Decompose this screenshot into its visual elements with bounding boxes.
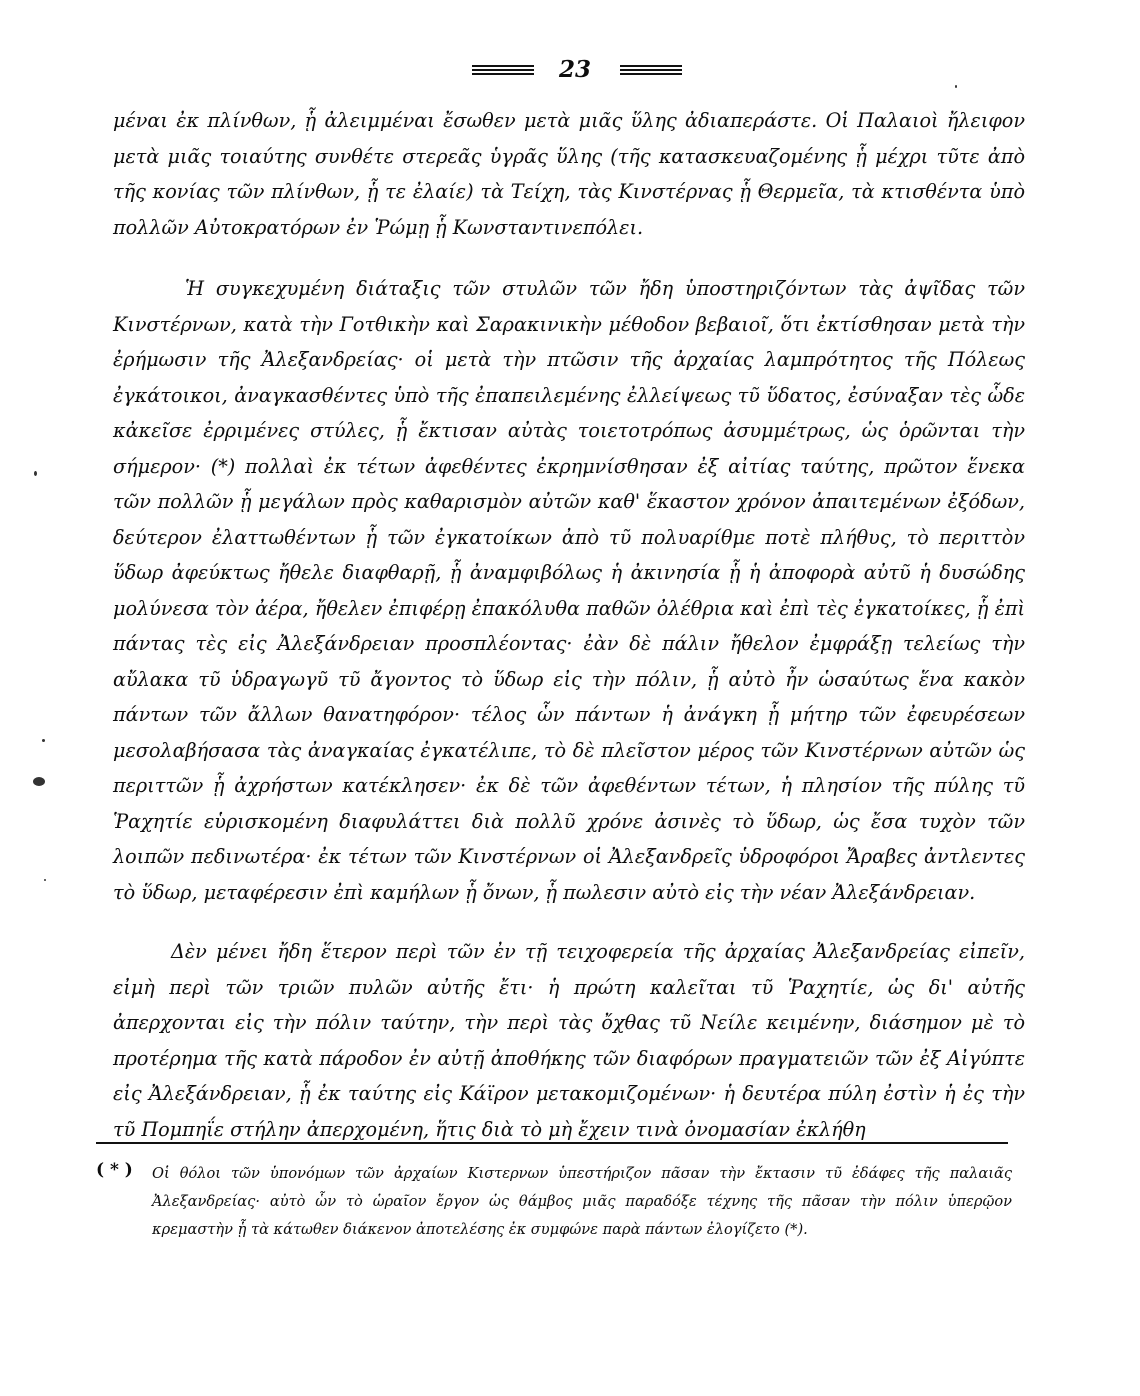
body-text: [113, 103, 1025, 1147]
page-number: 23: [558, 56, 591, 83]
paragraph-2: Ἡ συγκεχυμένη διάταξις τῶν στυλῶν τῶν ἤδη ὑποστηριζόντων τὰς ἀψῖδας τῶν Κινστέρνων, κατὰ τὴν Γοτθικὴν καὶ Σαρακινικὴν μέθοδον βεβαιοῖ, ὅτι ἐκτίσθησαν μετὰ τὴν ἐρήμωσιν τῆς Ἀλεξανδρείας· οἱ μετὰ τὴν πτῶσιν τῆς ἀρχαίας λαμπρότητος τῆς Πόλεως ἐγκάτοικοι, ἀναγκασθέντες ὑπὸ τῆς ἐπαπειλεμένης ἐλλείψεως τῦ ὕδατος, ἐσύναξαν τὲς ὧδε κἀκεῖσε ἐρριμένες στύλες, ᾗ ἔκτισαν αὐτὰς τοιετοτρόπως ἀσυμμέτρως, ὡς ὁρῶνται τὴν σήμερον· (*) πολλαὶ ἐκ τέτων ἀφεθέντες ἐκρημνίσθησαν ἐξ αἰτίας ταύτης, πρῶτον ἕνεκα τῶν πολλῶν ᾗ μεγάλων πρὸς καθαρισμὸν αὐτῶν καθ' ἕκαστον χρόνον ἀπαιτεμένων ἐξόδων, δεύτερον ἐλαττωθέντων ᾗ τῶν ἐγκατοίκων ἀπὸ τῦ πολυαρίθμε ποτὲ πλήθυς, τὸ περιττὸν ὕδωρ ἀφεύκτως ἤθελε διαφθαρῇ, ᾗ ἀναμφιβόλως ἡ ἀκινησία ᾗ ἡ ἀποφορὰ αὐτῦ ἡ δυσώδης μολύνεσα τὸν ἀέρα, ἤθελεν ἐπιφέρῃ ἐπακόλυθα παθῶν ὀλέθρια καὶ ἐπὶ τὲς ἐγκατοίκες, ᾗ ἐπὶ πάντας τὲς εἰς Ἀλεξάνδρειαν προσπλέοντας· ἐὰν δὲ πάλιν ἤθελον ἐμφράξῃ τελείως τὴν αὔλακα τῦ ὑδραγωγῦ τῦ ἄγοντος τὸ ὕδωρ εἰς τὴν πόλιν, ᾗ αὐτὸ ἦν ὡσαύτως ἕνα κακὸν πάντων τῶν ἄλλων θανατηφόρον· τέλος ὧν πάντων ἡ ἀνάγκη ᾗ μήτηρ τῶν ἐφευρέσεων μεσολαβήσασα τὰς ἀναγκαίας ἐγκατέλιπε, τὸ δὲ πλεῖστον μέρος τῶν Κινστέρνων αὐτῶν ὡς περιττῶν ᾗ ἀχρήστων κατέκλησεν· ἐκ δὲ τῶν ἀφεθέντων τέτων, ἡ πλησίον τῆς πύλης τῦ Ῥαχητίε εὑρισκομένη διαφυλάττει διὰ πολλῦ χρόνε ἀσινὲς τὸ ὕδωρ, ὡς ἔσα τυχὸν τῶν λοιπῶν πεδινωτέρα· ἐκ τέτων τῶν Κινστέρνων οἱ Ἀλεξανδρεῖς ὑδροφόροι Ἄραβες ἀντλεντες τὸ ὕδωρ, μεταφέρεσιν ἐπὶ καμήλων ᾗ ὄνων, ᾗ πωλεσιν αὐτὸ εἰς τὴν νέαν Ἀλεξάνδρειαν.: [113, 277, 1025, 904]
footnote-separator: [96, 1142, 1008, 1144]
ink-speck: [33, 777, 45, 786]
ink-speck: [44, 879, 46, 881]
ink-speck: [42, 739, 45, 742]
footnote-text: Οἱ θόλοι τῶν ὑπονόμων τῶν ἀρχαίων Κιστερνων ὑπεστήριζον πᾶσαν τὴν ἔκτασιν τῦ ἐδάφες τῆς παλαιᾶς Ἀλεξανδρείας· αὐτὸ ὧν τὸ ὡραῖον ἔργον ὡς θάμβος μιᾶς παραδόξε τέχνης τῆς πᾶσαν τὴν πόλιν ὑπερῷον κρεμαστὴν ᾗ τὰ κάτωθεν διάκενον ἀποτελέσης ἐκ συμφώνε παρὰ πάντων ἐλογίζετο (*).: [152, 1165, 1012, 1238]
header-rule-left: [472, 65, 534, 76]
paragraph-3: Δὲν μένει ἤδη ἕτερον περὶ τῶν ἐν τῇ τειχοφερεία τῆς ἀρχαίας Ἀλεξανδρείας εἰπεῖν, εἰμὴ περὶ τῶν τριῶν πυλῶν αὐτῆς ἔτι· ἡ πρώτη καλεῖται τῦ Ῥαχητίε, ὡς δι' αὐτῆς ἀπερχονται εἰς τὴν πόλιν ταύτην, τὴν περὶ τὰς ὄχθας τῦ Νείλε κειμένην, διάσημον μὲ τὸ προτέρημα τῆς κατὰ πάροδον ἐν αὐτῇ ἀποθήκης τῶν διαφόρων πραγματειῶν τῶν ἐξ Αἰγύπτε εἰς Ἀλεξάνδρειαν, ᾗ ἐκ ταύτης εἰς Κάϊρον μετακομιζομένων· ἡ δευτέρα πύλη ἐστὶν ἡ ἐς τὴν τῦ Πομπηΐε στήλην ἀπερχομένη, ἥτις διὰ τὸ μὴ ἔχειν τινὰ ὀνομασίαν ἐκλήθη: [113, 940, 1025, 1141]
paragraph-1: μέναι ἐκ πλίνθων, ᾗ ἀλειμμέναι ἔσωθεν μετὰ μιᾶς ὕλης ἀδιαπεράστε. Οἱ Παλαιοὶ ἤλειφον μετὰ μιᾶς τοιαύτης συνθέτε στερεᾶς ὑγρᾶς ὕλης (τῆς κατασκευαζομένης ᾗ μέχρι τῦτε ἀπὸ τῆς κονίας τῶν πλίνθων, ᾗ τε ἐλαίε) τὰ Τείχη, τὰς Κινστέρνας ᾗ Θερμεῖα, τὰ κτισθέντα ὑπὸ πολλῶν Αὐτοκρατόρων ἐν Ῥώμῃ ᾗ Κωνσταντινεπόλει.: [113, 109, 1025, 239]
ink-speck: [34, 471, 37, 476]
header-rule-right: [620, 65, 682, 76]
footnote-marker: ( * ): [96, 1160, 133, 1180]
footnote: [96, 1160, 1012, 1244]
page-header: [0, 56, 1140, 88]
ink-speck: [955, 85, 957, 88]
